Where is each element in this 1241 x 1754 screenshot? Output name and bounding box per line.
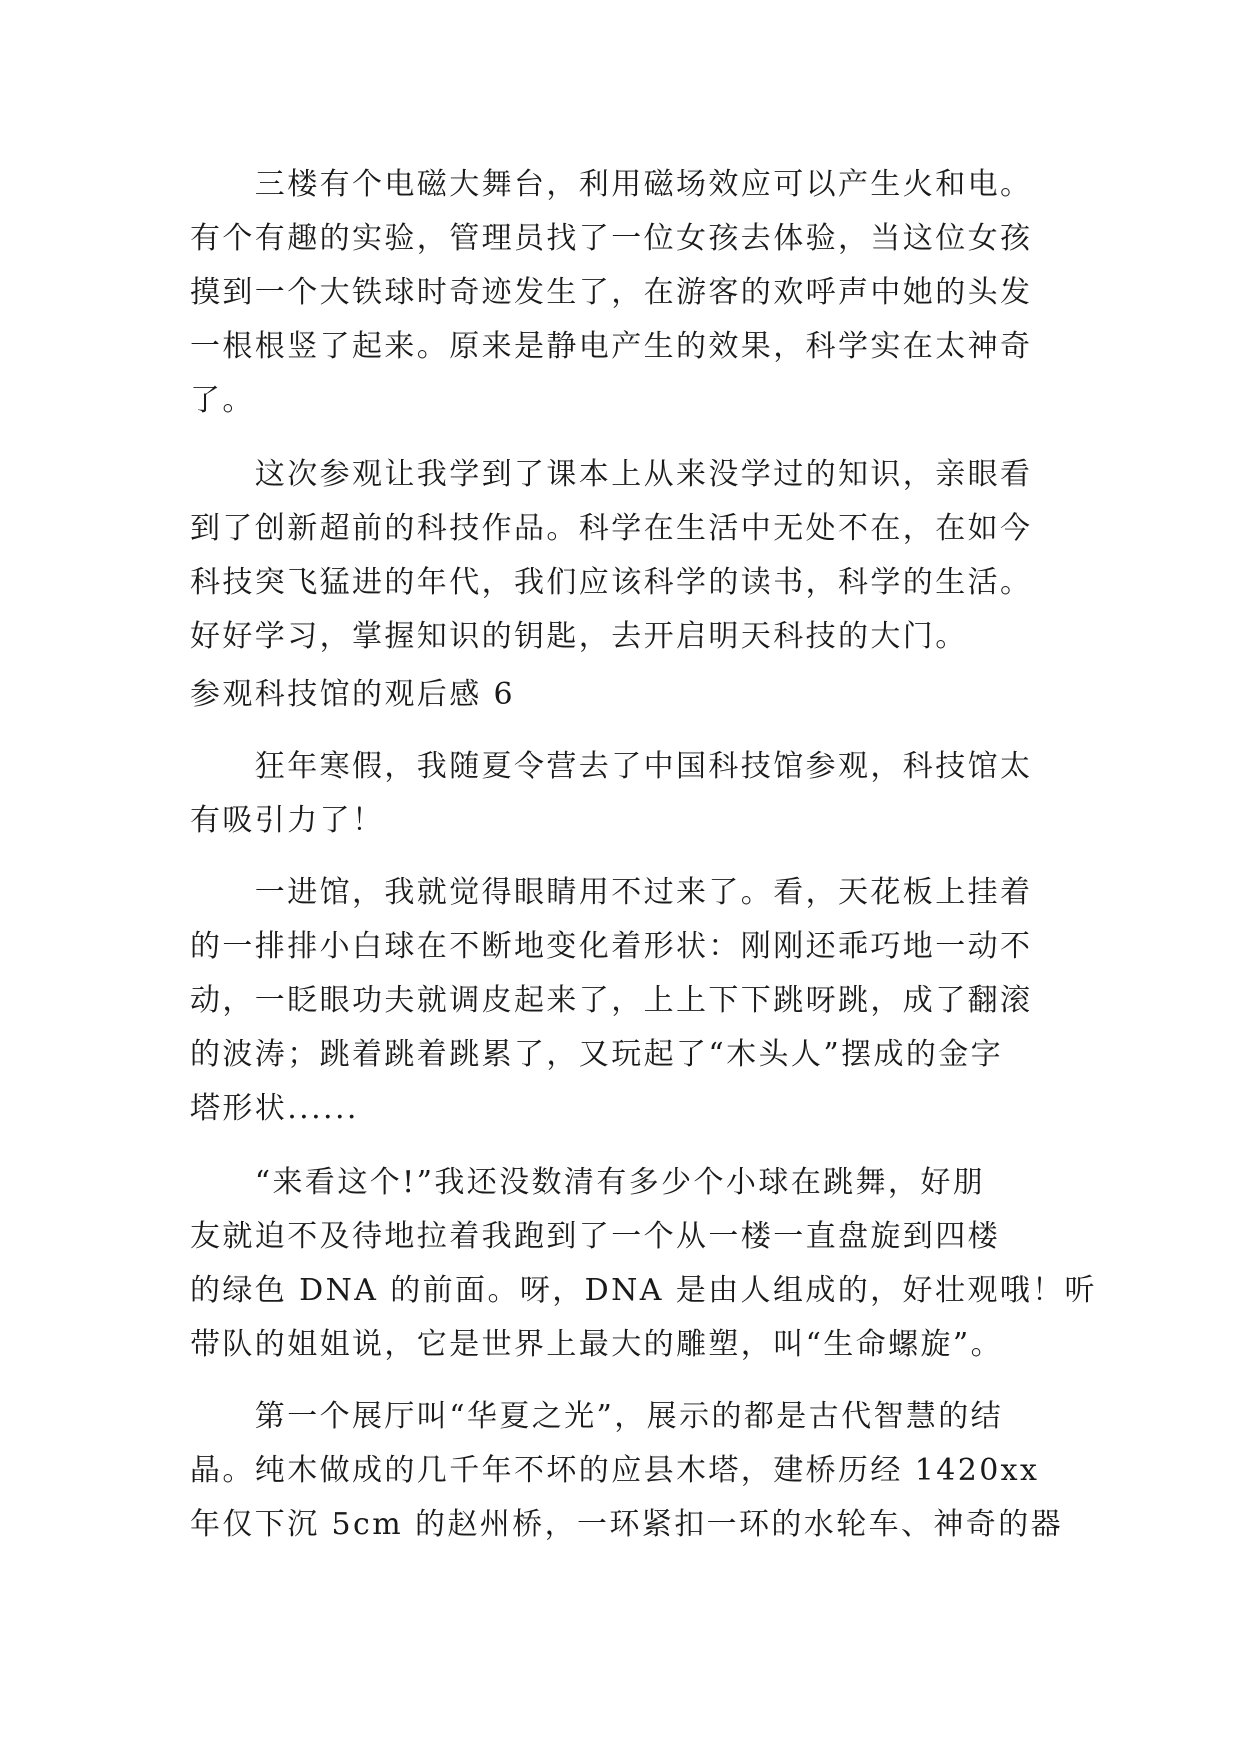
text-line: 一进馆，我就觉得眼睛用不过来了。看，天花板上挂着 — [190, 875, 1033, 910]
text-line: 年仅下沉 5cm 的赵州桥，一环紧扣一环的水轮车、神奇的器 — [190, 1507, 1064, 1542]
text-line: 第一个展厅叫“华夏之光”，展示的都是古代智慧的结 — [190, 1399, 1004, 1434]
text-line: 摸到一个大铁球时奇迹发生了，在游客的欢呼声中她的头发 — [190, 275, 1033, 310]
text-line: 到了创新超前的科技作品。科学在生活中无处不在，在如今 — [190, 511, 1033, 546]
text-line: 有个有趣的实验，管理员找了一位女孩去体验，当这位女孩 — [190, 221, 1033, 256]
text-line: 了。 — [190, 383, 255, 418]
text-line: 动，一眨眼功夫就调皮起来了，上上下下跳呀跳，成了翻滚 — [190, 983, 1033, 1018]
text-line: 友就迫不及待地拉着我跑到了一个从一楼一直盘旋到四楼 — [190, 1219, 1000, 1254]
section-heading: 参观科技馆的观后感 6 — [190, 677, 516, 712]
text-line: 晶。纯木做成的几千年不坏的应县木塔，建桥历经 1420xx — [190, 1453, 1040, 1488]
text-line: 这次参观让我学到了课本上从来没学过的知识，亲眼看 — [190, 457, 1033, 492]
text-line: 带队的姐姐说，它是世界上最大的雕塑，叫“生命螺旋”。 — [190, 1327, 1004, 1362]
text-line: “来看这个!”我还没数清有多少个小球在跳舞，好朋 — [190, 1165, 986, 1200]
text-line: 塔形状...... — [190, 1091, 359, 1126]
text-line: 的绿色 DNA 的前面。呀，DNA 是由人组成的，好壮观哦！听 — [190, 1273, 1097, 1308]
text-line: 科技突飞猛进的年代，我们应该科学的读书，科学的生活。 — [190, 565, 1033, 600]
text-line: 的波涛；跳着跳着跳累了，又玩起了“木头人”摆成的金字 — [190, 1037, 1004, 1072]
text-line: 有吸引力了！ — [190, 803, 385, 838]
text-line: 好好学习，掌握知识的钥匙，去开启明天科技的大门。 — [190, 619, 968, 654]
text-line: 的一排排小白球在不断地变化着形状：刚刚还乖巧地一动不 — [190, 929, 1033, 964]
text-line: 三楼有个电磁大舞台，利用磁场效应可以产生火和电。 — [190, 167, 1033, 202]
text-line: 狂年寒假，我随夏令营去了中国科技馆参观，科技馆太 — [190, 749, 1033, 784]
text-line: 一根根竖了起来。原来是静电产生的效果，科学实在太神奇 — [190, 329, 1033, 364]
